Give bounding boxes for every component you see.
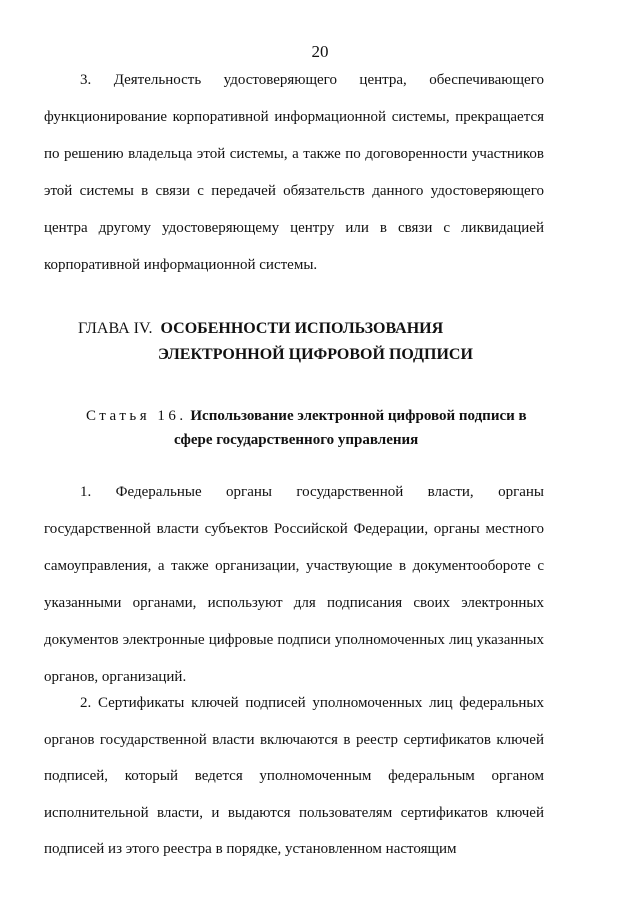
article-paragraph-1 xyxy=(44,474,544,696)
chapter-title-line1: ОСОБЕННОСТИ ИСПОЛЬЗОВАНИЯ xyxy=(160,320,444,337)
article-heading-line2: сфере государственного управления xyxy=(174,432,419,448)
article-heading-line1: Использование электронной цифровой подписи в xyxy=(190,408,527,424)
page-number: 20 xyxy=(311,42,329,61)
article-paragraph-2 xyxy=(44,685,544,868)
article-heading xyxy=(86,404,566,452)
paragraph-3-text: 3. Деятельность удостоверяющего центра, обеспечивающего функционирование корпоративной информационной системы, прекращается по решению владельца этой системы, а также по договоренности участников этой системы в связи с передачей обязательств данного удостоверяющего центра другому удостоверяющему центру или в связи с ликвидацией корпоративной информационной системы. xyxy=(44,72,544,273)
chapter-heading xyxy=(78,316,578,368)
article-label: Статья 16. xyxy=(86,408,187,424)
chapter-prefix: ГЛАВА IV. xyxy=(78,320,153,337)
article-paragraph-1-text: 1. Федеральные органы государственной власти, органы государственной власти субъектов Российской Федерации, органы местного самоуправления, а также организации, участвующие в документообороте с указанными органами, используют для подписания своих электронных документов электронные цифровые подписи уполномоченных лиц указанных органов, организаций. xyxy=(44,484,544,685)
article-paragraph-2-text: 2. Сертификаты ключей подписей уполномоченных лиц федеральных органов государственной власти включаются в реестр сертификатов ключей подписей, который ведется уполномоченным федеральным органом исполнительной власти, и выдаются пользователям сертификатов ключей подписей из этого реестра в порядке, установленном настоящим xyxy=(44,695,544,857)
chapter-title-line2: ЭЛЕКТРОННОЙ ЦИФРОВОЙ ПОДПИСИ xyxy=(158,346,473,363)
paragraph-3 xyxy=(44,62,544,284)
